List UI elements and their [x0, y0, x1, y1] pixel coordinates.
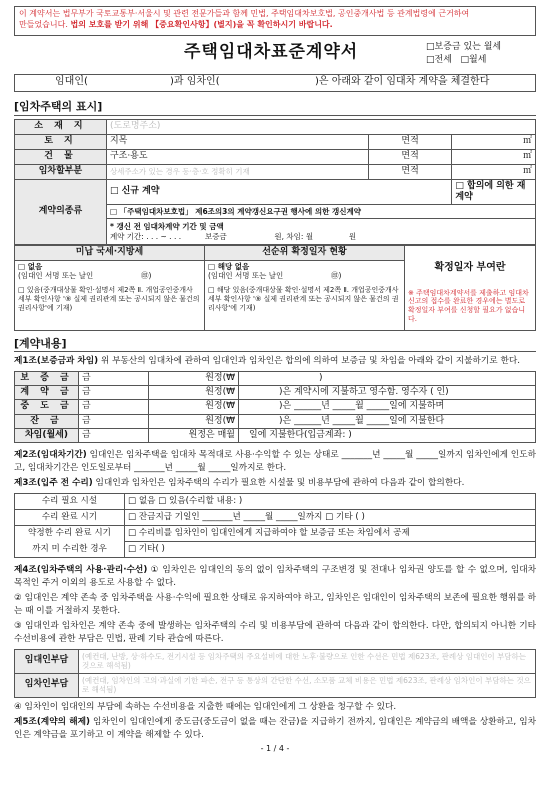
content-section-title: [계약내용] — [14, 337, 536, 353]
renewal-deposit-label: 보증금 — [204, 231, 227, 241]
leased-area-label: 면적 — [368, 164, 452, 179]
priority-date-header: 선순위 확정일자 현황 — [205, 246, 405, 260]
deposit-label: 보 증 금 — [15, 371, 79, 385]
repair-row — [15, 525, 536, 541]
article-3 — [14, 477, 536, 490]
article-1-head: 제1조(보증금과 차임) — [14, 356, 99, 367]
balance-mid[interactable]: 원정(₩ — [149, 414, 239, 428]
priority-sign: (임대인 서명 또는 날인 — [208, 270, 284, 280]
fixed-date-note: ※ 주택임대차계약서를 제출하고 임대차 신고의 접수를 완료한 경우에는 별도로 확정일자 부여를 신청할 필요가 없습니다. — [408, 288, 529, 323]
repair-deadline-label: 수리 완료 시기 — [15, 509, 125, 525]
renewal-details — [106, 219, 535, 245]
deposit-mid[interactable]: 원정(₩ — [149, 371, 239, 385]
payment-row-down — [15, 386, 536, 400]
land-category[interactable]: 지목 — [106, 134, 368, 149]
land-label: 토 지 — [15, 134, 107, 149]
repair-unfinished-label-2: 까지 미 수리한 경우 — [15, 541, 125, 557]
parties-agreement: )은 아래와 같이 임대차 계약을 체결한다 — [315, 76, 490, 87]
land-area-label: 면적 — [368, 134, 452, 149]
unpaid-tax-cell — [15, 260, 205, 330]
down-payment-mid[interactable]: 원정(₩ — [149, 386, 239, 400]
renewal-rent-label: 차임: 월 — [286, 231, 314, 241]
priority-none[interactable]: □ 해당 없음 — [208, 261, 250, 271]
location-label: 소 재 지 — [15, 119, 107, 134]
article-1 — [14, 355, 536, 368]
interim-prefix: 금 — [79, 400, 149, 414]
unpaid-tax-exists[interactable]: □ 있음(중개대상물 확인·설명서 제2쪽 Ⅱ. 개업공인중개사 세부 확인사항 '⑨ 실제 권리관계 또는 공시되지 않은 물건의 권리사항'에 기재) — [18, 286, 200, 312]
article-3-text: 임대인과 임차인은 임차주택의 수리가 필요한 시설물 및 비용부담에 관하여 다음과 같이 합의한다. — [92, 478, 465, 489]
article-4-head: 제4조(임차주택의 사용·관리·수선) — [14, 564, 148, 575]
leased-part-label: 임차할부분 — [15, 164, 107, 179]
article-2-head: 제2조(임대차기간) — [14, 450, 87, 461]
down-payment-prefix: 금 — [79, 386, 149, 400]
parties-lessor: 임대인( — [55, 76, 88, 87]
article-1-text: 위 부동산의 임대차에 관하여 임대인과 임차인은 합의에 의하여 보증금 및 차임을 아래와 같이 지불하기로 한다. — [98, 356, 520, 367]
balance-prefix: 금 — [79, 414, 149, 428]
fixed-date-header — [405, 246, 536, 330]
repair-unfinished-label-1: 약정한 수리 완료 시기 — [15, 525, 125, 541]
article-4-p2: ② 임대인은 계약 존속 중 임차주택을 사용·수익에 필요한 상태로 유지하여야 하고, 임차인은 임대인이 임차주택의 보존에 필요한 행위를 하는 때 이를 거절하지 못한다. — [14, 593, 536, 616]
leased-part-field[interactable]: 상세주소가 있는 경우 동·층·호 정확히 기재 — [106, 164, 368, 179]
page-number: - 1 / 4 - — [260, 744, 290, 754]
contract-type-renewal[interactable]: □ 「주택임대차보호법」 제6조의3의 계약갱신요구권 행사에 의한 갱신계약 — [106, 205, 535, 219]
balance-label: 잔 금 — [15, 414, 79, 428]
notice-line-1: 이 계약서는 법무부가 국토교통부·서울시 및 관련 전문가들과 함께 민법, 주택임대차보호법, 공인중개사법 등 관계법령에 근거하여 — [19, 9, 470, 18]
parties-lessee: )과 임차인( — [170, 76, 220, 87]
unpaid-tax-none[interactable]: □ 없음 — [18, 261, 43, 271]
building-area-field[interactable]: ㎡ — [452, 149, 536, 164]
interim-label: 중 도 금 — [15, 400, 79, 414]
article-5 — [14, 716, 536, 741]
renewal-subtitle: * 갱신 전 임대차계약 기간 및 금액 — [109, 222, 224, 232]
rent-prefix: 금 — [79, 428, 149, 442]
location-field[interactable]: (도로명주소) — [106, 119, 535, 134]
tax-priority-table — [14, 245, 536, 330]
article-4 — [14, 564, 536, 589]
document-title: 주택임대차표준계약서 — [184, 42, 359, 62]
article-2-text: 임대인은 임차주택을 임대차 목적대로 사용·수익할 수 있는 상태로 _______년 _____월 _____일까지 임차인에게 인도하고, 임대차기간은 인도일로부터 _______년 _____월 _____일까지로 한다. — [14, 450, 536, 473]
payment-table — [14, 371, 536, 443]
contract-type-agreed[interactable]: □ 합의에 의한 재계약 — [452, 179, 536, 205]
repair-needed-label: 수리 필요 시설 — [15, 493, 125, 509]
payment-row-deposit — [15, 371, 536, 385]
leased-area-field[interactable]: ㎡ — [452, 164, 536, 179]
repair-row — [15, 509, 536, 525]
title-row — [14, 36, 536, 72]
contract-type-label: 계약의종류 — [15, 179, 107, 245]
lessor-burden-label: 임대인부담 — [15, 649, 79, 673]
property-table — [14, 119, 536, 246]
deposit-tail[interactable]: ) — [239, 371, 536, 385]
article-3-head: 제3조(입주 전 수리) — [14, 478, 93, 489]
unpaid-tax-sign: (임대인 서명 또는 날인 — [18, 270, 94, 280]
priority-date-cell — [205, 260, 405, 330]
priority-seal: ㊞) — [330, 270, 342, 280]
renewal-won-2: 원 — [348, 231, 357, 241]
down-payment-label: 계 약 금 — [15, 386, 79, 400]
repair-needed-value[interactable]: □ 없음 □ 있음(수리할 내용: ) — [125, 493, 536, 509]
payment-row-interim — [15, 400, 536, 414]
article-4-p3: ③ 임대인과 임차인은 계약 존속 중에 발생하는 임차주택의 수리 및 비용부담에 관하여 다음과 같이 합의한다. 다만, 합의되지 아니한 기타 수선비용에 관한 부담은 민법, 판례 기타 관습에 따른다. — [14, 621, 536, 644]
repair-unfinished-value-2[interactable]: □ 기타( ) — [125, 541, 536, 557]
balance-tail[interactable]: )은 ______년 _____월 _____일에 지불한다 — [239, 414, 536, 428]
building-label: 건 물 — [15, 149, 107, 164]
article-5-text: 임차인이 임대인에게 중도금(중도금이 없을 때는 잔금)을 지급하기 전까지, 임대인은 계약금의 배액을 상환하고, 임차인은 계약금을 포기하고 이 계약을 해제할 수 있다. — [14, 717, 536, 740]
building-structure[interactable]: 구조·용도 — [106, 149, 368, 164]
lessor-burden-field[interactable]: (예컨대, 난방, 상·하수도, 전기시설 등 임차주택의 주요설비에 대한 노후·불량으로 인한 수선은 민법 제623조, 판례상 임대인이 부담하는 것으로 해석됨) — [79, 649, 536, 673]
lessee-burden-field[interactable]: (예컨대, 임차인의 고의·과실에 기한 파손, 전구 등 통상의 간단한 수선, 소모품 교체 비용은 민법 제623조, 판례상 임차인이 부담하는 것으로 해석됨) — [79, 673, 536, 697]
land-area-field[interactable]: ㎡ — [452, 134, 536, 149]
interim-tail[interactable]: )은 ______년 _____월 _____일에 지불하며 — [239, 400, 536, 414]
contract-type-new[interactable]: □ 신규 계약 — [106, 179, 451, 205]
payment-row-balance — [15, 414, 536, 428]
property-section-title: [임차주택의 표시] — [14, 100, 536, 116]
article-4-p4: ④ 임차인이 임대인의 부담에 속하는 수선비용을 지출한 때에는 임대인에게 그 상환을 청구할 수 있다. — [14, 701, 397, 712]
notice-line-2b: 법의 보호를 받기 위해 【중요확인사항】(별지)을 꼭 확인하시기 바랍니다. — [70, 19, 333, 29]
unpaid-tax-seal: ㊞) — [140, 270, 152, 280]
article-2 — [14, 449, 536, 474]
rent-mid[interactable]: 원정은 매월 — [149, 428, 239, 442]
renewal-period[interactable]: 계약 기간: . . . ~ . . . — [109, 231, 182, 241]
rent-label: 차임(월세) — [15, 428, 79, 442]
option-monthly-with-deposit[interactable]: □보증금 있는 월세 — [426, 42, 502, 52]
option-jeonse[interactable]: □전세 — [426, 54, 452, 65]
interim-mid[interactable]: 원정(₩ — [149, 400, 239, 414]
lease-type-options — [426, 41, 526, 66]
contract-page — [14, 6, 536, 754]
repair-row — [15, 541, 536, 557]
article-5-head: 제5조(계약의 해제) — [14, 717, 91, 728]
parties-line — [14, 74, 536, 92]
option-monthly[interactable]: □월세 — [460, 54, 487, 65]
lessee-burden-label: 임차인부담 — [15, 673, 79, 697]
fixed-date-title: 확정일자 부여란 — [434, 262, 506, 274]
notice-line-2a: 만들었습니다. — [19, 19, 68, 29]
repair-deadline-value[interactable]: □ 잔금지급 기일인 _______년 _____월 _____일까지 □ 기타 ( ) — [125, 509, 536, 525]
repair-cost-table — [14, 649, 536, 698]
repair-table — [14, 493, 536, 558]
repair-unfinished-value-1[interactable]: □ 수리비를 임차인이 임대인에게 지급하여야 할 보증금 또는 차임에서 공제 — [125, 525, 536, 541]
building-area-label: 면적 — [368, 149, 452, 164]
repair-row — [15, 493, 536, 509]
rent-tail[interactable]: 일에 지불한다(입금계좌: ) — [239, 428, 536, 442]
deposit-prefix: 금 — [79, 371, 149, 385]
renewal-won-1: 원, — [274, 231, 285, 241]
payment-row-rent — [15, 428, 536, 442]
legal-notice — [14, 6, 536, 36]
down-payment-tail[interactable]: )은 계약시에 지불하고 영수함. 영수자 ( 인) — [239, 386, 536, 400]
unpaid-tax-header: 미납 국세·지방세 — [15, 246, 205, 260]
article-4-p1: ① 임차인은 임대인의 동의 없이 임차주택의 구조변경 및 전대나 임차권 양도를 할 수 없으며, 임대차 목적인 주거 이외의 용도로 사용할 수 없다. — [14, 564, 537, 588]
priority-exists[interactable]: □ 해당 있음(중개대상물 확인·설명서 제2쪽 Ⅱ. 개업공인중개사 세부 확인사항 '⑨ 실제 권리관계 또는 공시되지 않은 물건의 권리사항'에 기재) — [208, 286, 399, 312]
